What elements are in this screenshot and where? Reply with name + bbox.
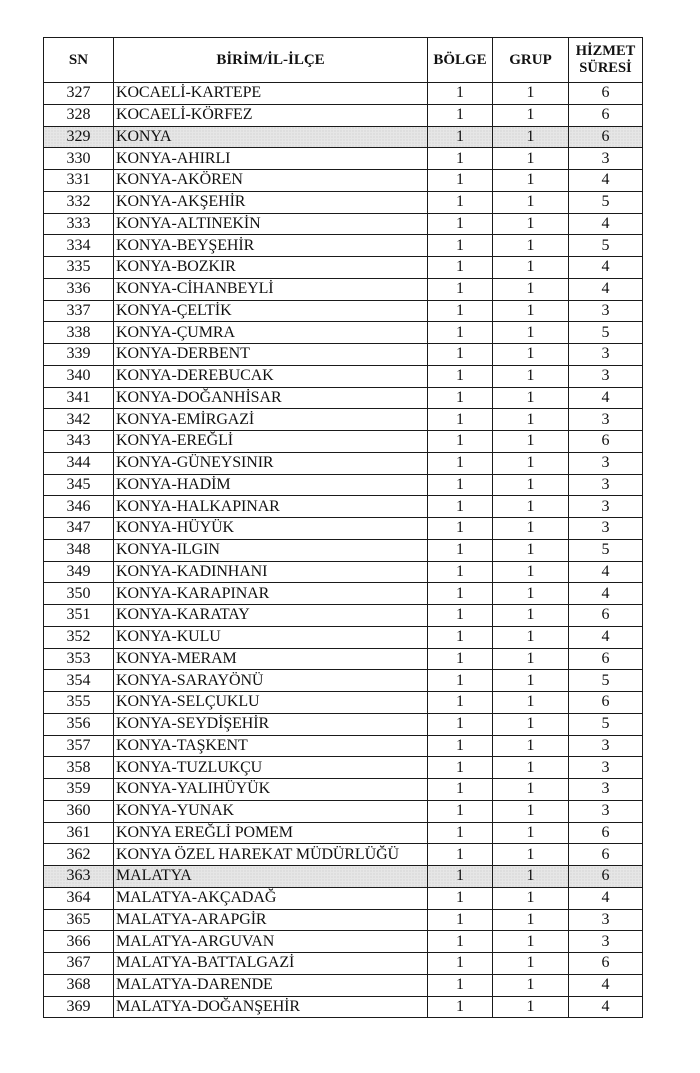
cell-unit-name: KONYA-SEYDİŞEHİR [114,713,428,735]
cell-group: 1 [493,561,569,583]
table-row [44,148,643,170]
cell-region: 1 [428,474,493,496]
cell-service-duration: 6 [569,126,643,148]
cell-region: 1 [428,322,493,344]
table-row [44,365,643,387]
cell-group: 1 [493,996,569,1018]
cell-sn: 356 [44,713,114,735]
cell-region: 1 [428,409,493,431]
table-row [44,800,643,822]
cell-region: 1 [428,779,493,801]
cell-sn: 340 [44,365,114,387]
header-unit-name: BİRİM/İL-İLÇE [114,38,428,83]
cell-unit-name: KONYA-TUZLUKÇU [114,757,428,779]
table-row [44,191,643,213]
cell-service-duration: 3 [569,452,643,474]
cell-unit-name: KONYA-DEREBUCAK [114,365,428,387]
cell-service-duration: 4 [569,887,643,909]
cell-unit-name: KONYA-ILGIN [114,539,428,561]
cell-region: 1 [428,170,493,192]
cell-group: 1 [493,431,569,453]
cell-unit-name: MALATYA-ARGUVAN [114,931,428,953]
cell-sn: 339 [44,344,114,366]
cell-group: 1 [493,648,569,670]
cell-unit-name: KONYA ÖZEL HAREKAT MÜDÜRLÜĞÜ [114,844,428,866]
cell-region: 1 [428,931,493,953]
cell-group: 1 [493,953,569,975]
cell-region: 1 [428,953,493,975]
cell-sn: 349 [44,561,114,583]
cell-unit-name: KONYA-YALIHÜYÜK [114,779,428,801]
cell-service-duration: 3 [569,735,643,757]
table-row [44,931,643,953]
cell-service-duration: 6 [569,844,643,866]
cell-region: 1 [428,213,493,235]
cell-service-duration: 3 [569,148,643,170]
cell-service-duration: 4 [569,996,643,1018]
header-service-duration-line2: SÜRESİ [579,60,632,76]
cell-unit-name: KONYA-HADİM [114,474,428,496]
table-row [44,561,643,583]
cell-region: 1 [428,757,493,779]
cell-service-duration: 3 [569,518,643,540]
cell-sn: 358 [44,757,114,779]
cell-sn: 348 [44,539,114,561]
cell-service-duration: 6 [569,866,643,888]
cell-service-duration: 4 [569,561,643,583]
cell-group: 1 [493,539,569,561]
cell-region: 1 [428,431,493,453]
cell-region: 1 [428,561,493,583]
table-row [44,648,643,670]
table-row [44,300,643,322]
cell-sn: 366 [44,931,114,953]
table-row [44,909,643,931]
table-row [44,213,643,235]
table-row [44,170,643,192]
cell-unit-name: KONYA-KARATAY [114,605,428,627]
cell-unit-name: KONYA-AHIRLI [114,148,428,170]
cell-group: 1 [493,822,569,844]
cell-region: 1 [428,887,493,909]
table-header-row [44,38,643,83]
cell-unit-name: MALATYA-ARAPGİR [114,909,428,931]
cell-unit-name: KONYA-KULU [114,626,428,648]
cell-region: 1 [428,735,493,757]
table-row [44,996,643,1018]
cell-service-duration: 4 [569,626,643,648]
header-group: GRUP [493,38,569,83]
cell-group: 1 [493,235,569,257]
cell-region: 1 [428,148,493,170]
cell-region: 1 [428,692,493,714]
cell-service-duration: 4 [569,583,643,605]
cell-service-duration: 4 [569,257,643,279]
cell-region: 1 [428,670,493,692]
cell-group: 1 [493,800,569,822]
cell-service-duration: 6 [569,605,643,627]
cell-unit-name: KONYA-KADINHANI [114,561,428,583]
cell-sn: 353 [44,648,114,670]
cell-group: 1 [493,974,569,996]
cell-group: 1 [493,496,569,518]
cell-service-duration: 6 [569,953,643,975]
table-row [44,387,643,409]
table-row [44,779,643,801]
cell-group: 1 [493,344,569,366]
cell-unit-name: KONYA-BEYŞEHİR [114,235,428,257]
cell-service-duration: 3 [569,909,643,931]
cell-unit-name: KOCAELİ-KÖRFEZ [114,104,428,126]
cell-region: 1 [428,235,493,257]
cell-sn: 329 [44,126,114,148]
cell-sn: 346 [44,496,114,518]
cell-unit-name: KONYA-TAŞKENT [114,735,428,757]
cell-sn: 347 [44,518,114,540]
cell-region: 1 [428,648,493,670]
cell-region: 1 [428,866,493,888]
cell-unit-name: KOCAELİ-KARTEPE [114,83,428,105]
cell-service-duration: 3 [569,300,643,322]
cell-sn: 335 [44,257,114,279]
cell-unit-name: MALATYA [114,866,428,888]
cell-region: 1 [428,83,493,105]
cell-sn: 332 [44,191,114,213]
cell-service-duration: 4 [569,170,643,192]
table-row [44,257,643,279]
cell-sn: 351 [44,605,114,627]
cell-group: 1 [493,322,569,344]
cell-group: 1 [493,409,569,431]
cell-sn: 343 [44,431,114,453]
cell-sn: 367 [44,953,114,975]
cell-region: 1 [428,344,493,366]
cell-region: 1 [428,365,493,387]
cell-service-duration: 6 [569,83,643,105]
cell-sn: 330 [44,148,114,170]
cell-region: 1 [428,605,493,627]
cell-service-duration: 4 [569,387,643,409]
cell-region: 1 [428,974,493,996]
table-row [44,518,643,540]
cell-service-duration: 5 [569,191,643,213]
cell-group: 1 [493,300,569,322]
table-row [44,953,643,975]
cell-sn: 328 [44,104,114,126]
cell-region: 1 [428,278,493,300]
cell-unit-name: KONYA [114,126,428,148]
table-row [44,844,643,866]
table-row [44,866,643,888]
cell-group: 1 [493,191,569,213]
table-row [44,235,643,257]
cell-sn: 360 [44,800,114,822]
cell-unit-name: KONYA-MERAM [114,648,428,670]
table-row [44,452,643,474]
cell-group: 1 [493,126,569,148]
cell-unit-name: KONYA-HALKAPINAR [114,496,428,518]
table-row [44,887,643,909]
cell-sn: 338 [44,322,114,344]
cell-unit-name: MALATYA-AKÇADAĞ [114,887,428,909]
table-row [44,713,643,735]
cell-group: 1 [493,257,569,279]
cell-region: 1 [428,496,493,518]
cell-group: 1 [493,278,569,300]
cell-unit-name: KONYA-SARAYÖNÜ [114,670,428,692]
cell-group: 1 [493,170,569,192]
cell-sn: 327 [44,83,114,105]
table-row [44,278,643,300]
cell-sn: 368 [44,974,114,996]
cell-group: 1 [493,387,569,409]
cell-sn: 337 [44,300,114,322]
cell-unit-name: KONYA-DOĞANHİSAR [114,387,428,409]
cell-group: 1 [493,474,569,496]
cell-unit-name: KONYA-EREĞLİ [114,431,428,453]
cell-service-duration: 3 [569,344,643,366]
cell-region: 1 [428,583,493,605]
cell-region: 1 [428,909,493,931]
cell-sn: 345 [44,474,114,496]
cell-sn: 355 [44,692,114,714]
cell-group: 1 [493,757,569,779]
cell-service-duration: 5 [569,235,643,257]
cell-unit-name: KONYA-ÇELTİK [114,300,428,322]
cell-sn: 344 [44,452,114,474]
cell-service-duration: 3 [569,474,643,496]
cell-service-duration: 5 [569,539,643,561]
cell-sn: 365 [44,909,114,931]
cell-unit-name: KONYA-BOZKIR [114,257,428,279]
table-row [44,539,643,561]
cell-group: 1 [493,844,569,866]
cell-unit-name: MALATYA-DARENDE [114,974,428,996]
cell-service-duration: 3 [569,779,643,801]
cell-service-duration: 6 [569,431,643,453]
table-row [44,344,643,366]
cell-unit-name: KONYA-HÜYÜK [114,518,428,540]
table-row [44,692,643,714]
cell-unit-name: KONYA-AKÖREN [114,170,428,192]
cell-unit-name: KONYA-KARAPINAR [114,583,428,605]
cell-region: 1 [428,822,493,844]
cell-service-duration: 5 [569,670,643,692]
table-row [44,474,643,496]
cell-region: 1 [428,300,493,322]
cell-unit-name: KONYA-AKŞEHİR [114,191,428,213]
cell-service-duration: 4 [569,278,643,300]
cell-unit-name: KONYA EREĞLİ POMEM [114,822,428,844]
cell-sn: 357 [44,735,114,757]
cell-service-duration: 6 [569,648,643,670]
cell-group: 1 [493,626,569,648]
cell-region: 1 [428,539,493,561]
cell-region: 1 [428,126,493,148]
table-row [44,626,643,648]
cell-sn: 359 [44,779,114,801]
cell-service-duration: 3 [569,800,643,822]
cell-sn: 352 [44,626,114,648]
cell-service-duration: 3 [569,931,643,953]
cell-group: 1 [493,518,569,540]
table-row [44,583,643,605]
cell-group: 1 [493,735,569,757]
table-row [44,670,643,692]
table-row [44,735,643,757]
table-row [44,83,643,105]
cell-service-duration: 6 [569,104,643,126]
cell-group: 1 [493,213,569,235]
header-sn: SN [44,38,114,83]
table-row [44,126,643,148]
cell-group: 1 [493,866,569,888]
cell-region: 1 [428,844,493,866]
cell-sn: 331 [44,170,114,192]
cell-sn: 354 [44,670,114,692]
cell-unit-name: KONYA-SELÇUKLU [114,692,428,714]
cell-service-duration: 6 [569,822,643,844]
cell-group: 1 [493,83,569,105]
header-region: BÖLGE [428,38,493,83]
table-row [44,605,643,627]
cell-region: 1 [428,104,493,126]
cell-group: 1 [493,452,569,474]
cell-unit-name: KONYA-ALTINEKİN [114,213,428,235]
cell-group: 1 [493,713,569,735]
cell-sn: 369 [44,996,114,1018]
cell-region: 1 [428,257,493,279]
cell-unit-name: MALATYA-DOĞANŞEHİR [114,996,428,1018]
cell-service-duration: 4 [569,213,643,235]
cell-sn: 341 [44,387,114,409]
cell-sn: 333 [44,213,114,235]
cell-group: 1 [493,670,569,692]
table-row [44,104,643,126]
cell-group: 1 [493,583,569,605]
cell-sn: 361 [44,822,114,844]
cell-group: 1 [493,779,569,801]
table-body [44,83,643,1018]
cell-region: 1 [428,800,493,822]
header-service-duration-line1: HİZMET [575,43,636,59]
cell-group: 1 [493,104,569,126]
cell-unit-name: KONYA-YUNAK [114,800,428,822]
cell-group: 1 [493,931,569,953]
cell-sn: 364 [44,887,114,909]
cell-sn: 362 [44,844,114,866]
cell-unit-name: KONYA-DERBENT [114,344,428,366]
table-row [44,822,643,844]
cell-region: 1 [428,996,493,1018]
cell-region: 1 [428,191,493,213]
cell-sn: 334 [44,235,114,257]
cell-region: 1 [428,452,493,474]
header-service-duration [569,38,643,83]
cell-unit-name: KONYA-GÜNEYSINIR [114,452,428,474]
table-row [44,431,643,453]
cell-service-duration: 3 [569,365,643,387]
cell-service-duration: 3 [569,757,643,779]
cell-service-duration: 5 [569,322,643,344]
cell-service-duration: 3 [569,496,643,518]
cell-unit-name: KONYA-ÇUMRA [114,322,428,344]
cell-group: 1 [493,692,569,714]
cell-unit-name: KONYA-CİHANBEYLİ [114,278,428,300]
cell-group: 1 [493,148,569,170]
cell-unit-name: MALATYA-BATTALGAZİ [114,953,428,975]
cell-service-duration: 4 [569,974,643,996]
table-row [44,322,643,344]
table-row [44,974,643,996]
cell-region: 1 [428,387,493,409]
table-row [44,496,643,518]
cell-sn: 336 [44,278,114,300]
cell-sn: 350 [44,583,114,605]
cell-region: 1 [428,518,493,540]
cell-service-duration: 3 [569,409,643,431]
service-duration-table [43,37,643,1018]
cell-unit-name: KONYA-EMİRGAZİ [114,409,428,431]
table-row [44,409,643,431]
table-row [44,757,643,779]
cell-service-duration: 6 [569,692,643,714]
cell-service-duration: 5 [569,713,643,735]
cell-group: 1 [493,909,569,931]
cell-sn: 363 [44,866,114,888]
cell-region: 1 [428,713,493,735]
cell-group: 1 [493,365,569,387]
cell-group: 1 [493,605,569,627]
cell-sn: 342 [44,409,114,431]
cell-group: 1 [493,887,569,909]
cell-region: 1 [428,626,493,648]
